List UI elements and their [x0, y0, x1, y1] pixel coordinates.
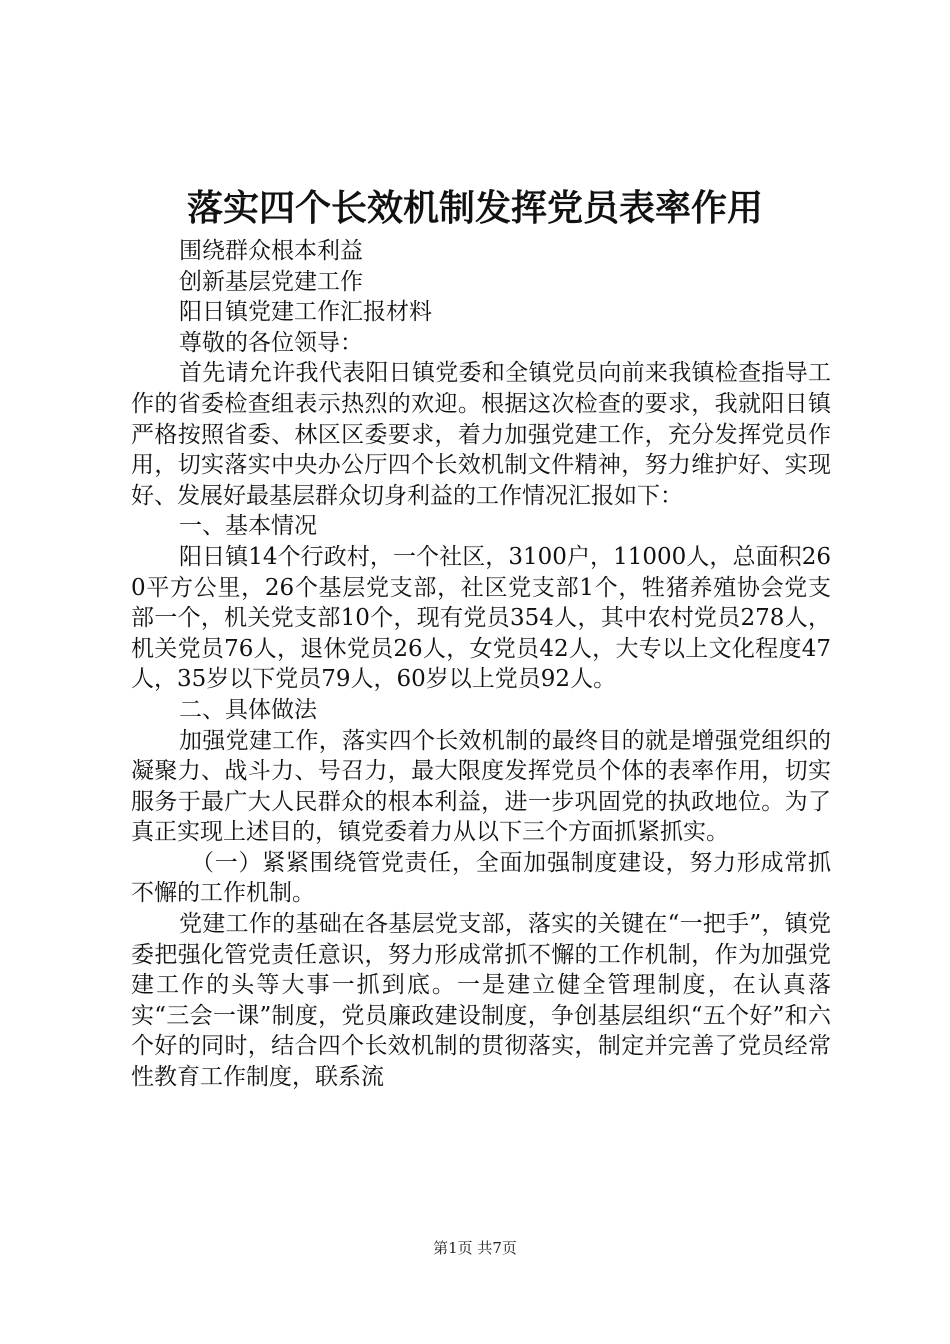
section-heading-practice: 二、具体做法	[179, 696, 317, 723]
intro-paragraph: 首先请允许我代表阳日镇党委和全镇党员向前来我镇检查指导工作的省委检查组表示热烈的欢迎。根据这次检查的要求，我就阳日镇严格按照省委、林区区委要求，着力加强党建工作，充分发挥党员作用，切实落实中央办公厅四个长效机制文件精神，努力维护好、实现好、发展好最基层群众切身利益的工作情况汇报如下：	[131, 360, 831, 509]
subtitle-line-3: 阳日镇党建工作汇报材料	[179, 299, 432, 326]
basic-info-paragraph: 阳日镇14个行政村，一个社区，3100户，11000人，总面积260平方公里，26个基层党支部，社区党支部1个，牲猪养殖协会党支部一个，机关党支部10个，现有党员354人，其中农村党员278人，机关党员76人，退休党员26人，女党员42人，大专以上文化程度47人，35岁以下党员79人，60岁以上党员92人。	[131, 543, 831, 693]
salutation: 尊敬的各位领导：	[179, 329, 363, 356]
subtitle-line-1: 围绕群众根本利益	[179, 238, 363, 264]
page-number-footer: 第1页 共7页	[433, 1239, 517, 1257]
subsection-paragraph-1: 党建工作的基础在各基层党支部，落实的关键在“一把手”，镇党委把强化管党责任意识，努力形成常抓不懈的工作机制，作为加强党建工作的头等大事一抓到底。一是建立健全管理制度，在认真落实“三会一课”制度，党员廉政建设制度，争创基层组织“五个好”和六个好的同时，结合四个长效机制的贯彻落实，制定并完善了党员经常性教育工作制度，联系流	[131, 911, 831, 1091]
document-body	[131, 236, 831, 1093]
subsection-heading-1: （一）紧紧围绕管党责任，全面加强制度建设，努力形成常抓不懈的工作机制。	[131, 849, 831, 907]
subtitle-line-2: 创新基层党建工作	[179, 268, 363, 295]
section-heading-basic: 一、基本情况	[179, 513, 317, 540]
practice-paragraph: 加强党建工作，落实四个长效机制的最终目的就是增强党组织的凝聚力、战斗力、号召力，最大限度发挥党员个体的表率作用，切实服务于最广大人民群众的根本利益，进一步巩固党的执政地位。为了真正实现上述目的，镇党委着力从以下三个方面抓紧抓实。	[131, 727, 831, 846]
document-title: 落实四个长效机制发挥党员表率作用	[186, 187, 763, 229]
